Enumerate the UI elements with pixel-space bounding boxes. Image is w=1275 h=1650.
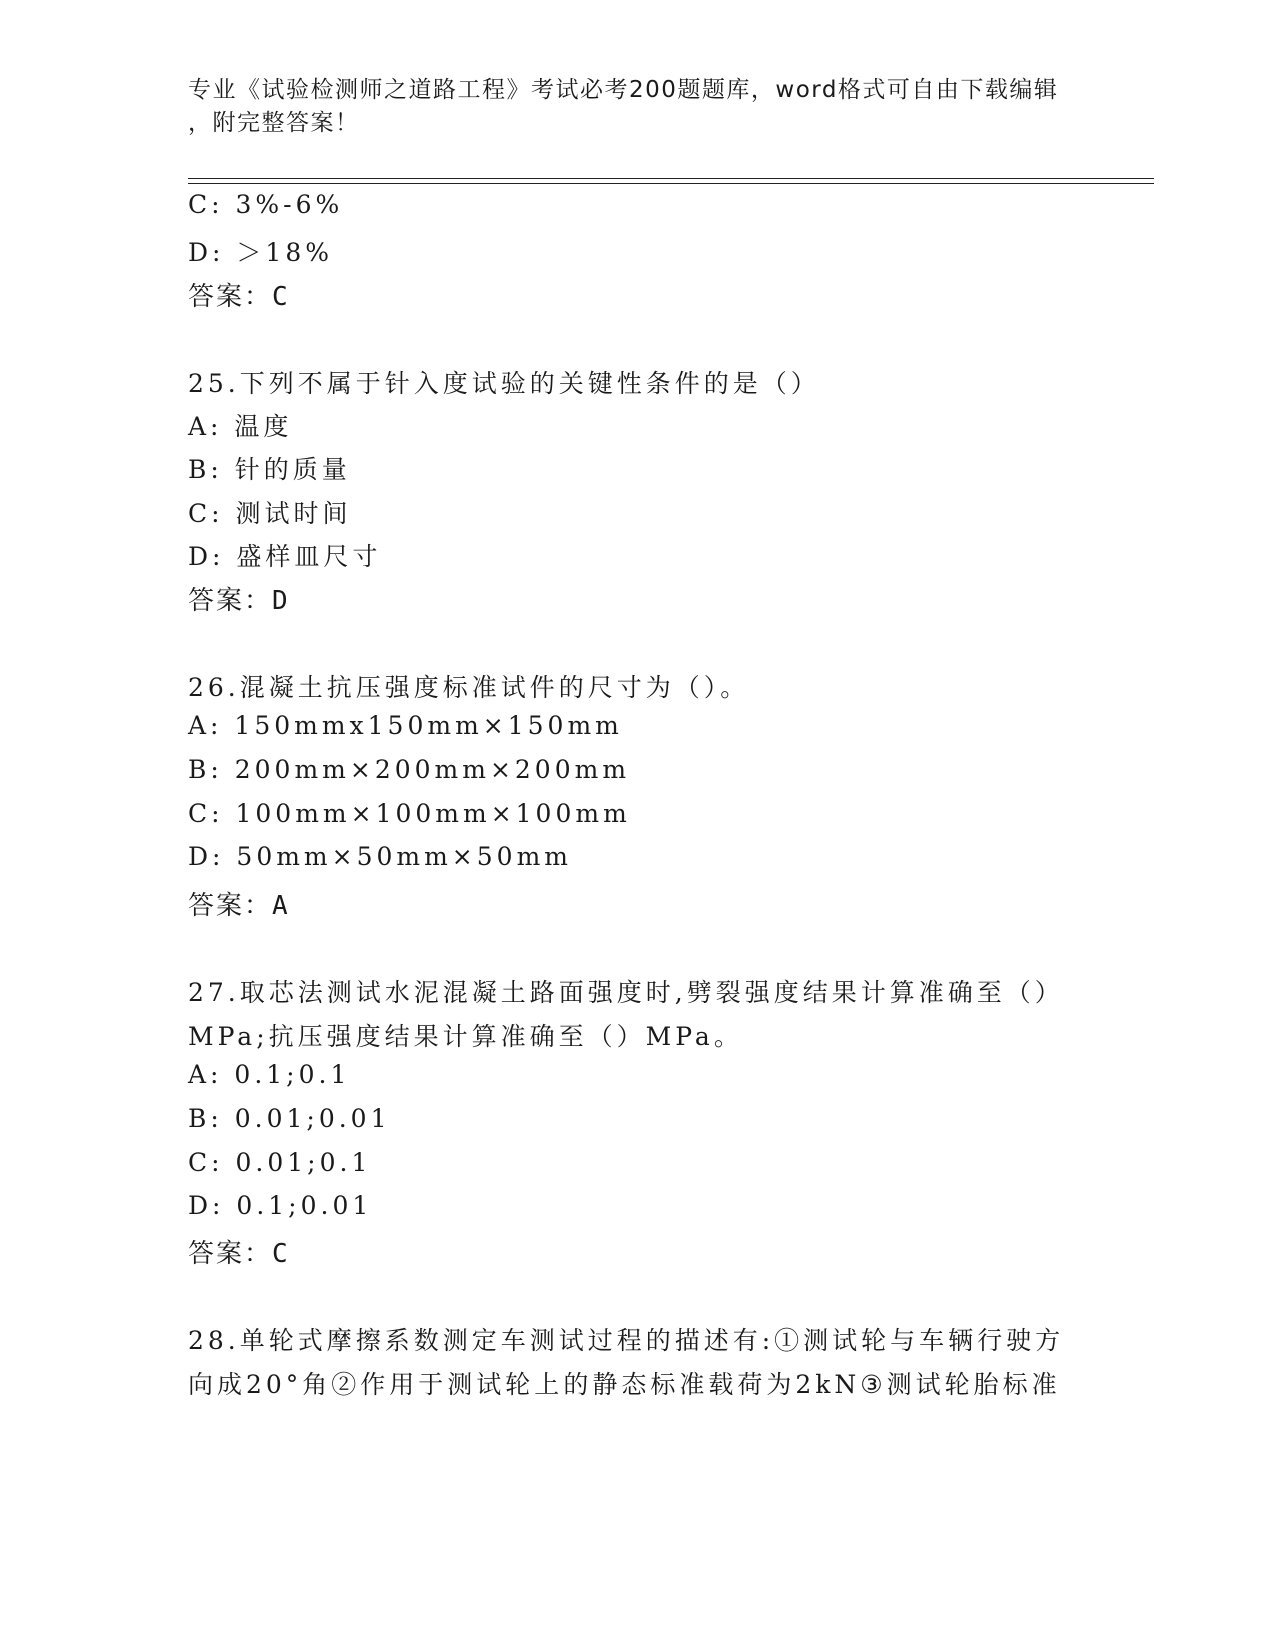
q27-option-b: B: 0.01;0.01	[188, 1104, 391, 1133]
q24-answer	[188, 276, 290, 313]
q24-option-c: C: 3%-6%	[188, 190, 344, 219]
q27-answer	[188, 1233, 290, 1270]
q25-stem: 25.下列不属于针入度试验的关键性条件的是（）	[188, 369, 820, 398]
q26-stem: 26.混凝土抗压强度标准试件的尺寸为（）。	[188, 673, 750, 702]
header-divider-top	[188, 178, 1154, 179]
q26-option-a: A: 150mmx150mm×150mm	[188, 711, 623, 740]
q27-stem-line2: MPa;抗压强度结果计算准确至（）MPa。	[188, 1022, 743, 1051]
q27-option-c: C: 0.01;0.1	[188, 1148, 372, 1177]
q25-option-c: C: 测试时间	[188, 499, 352, 528]
header-title-line1: 专业《试验检测师之道路工程》考试必考200题题库，word格式可自由下载编辑	[188, 77, 1059, 103]
header-title-line2: ，附完整答案！	[188, 110, 360, 136]
answer-value: A	[272, 891, 290, 921]
answer-label: 答案：	[188, 586, 273, 616]
q26-option-b: B: 200mm×200mm×200mm	[188, 755, 631, 784]
q25-option-a: A: 温度	[188, 412, 293, 441]
q25-option-b: B: 针的质量	[188, 455, 351, 484]
answer-label: 答案：	[188, 1239, 273, 1269]
q25-option-d: D: 盛样皿尺寸	[188, 542, 382, 571]
q27-option-a: A: 0.1;0.1	[188, 1060, 351, 1089]
q25-answer	[188, 580, 290, 617]
q27-option-d: D: 0.1;0.01	[188, 1191, 373, 1220]
answer-value: D	[272, 586, 290, 616]
q28-stem-line1: 28.单轮式摩擦系数测定车测试过程的描述有:①测试轮与车辆行驶方	[188, 1326, 1065, 1355]
q26-answer	[188, 885, 290, 922]
answer-value: C	[272, 282, 290, 312]
header-divider-bottom	[188, 183, 1154, 184]
q26-option-d: D: 50mm×50mm×50mm	[188, 842, 572, 871]
answer-value: C	[272, 1239, 290, 1269]
answer-label: 答案：	[188, 891, 273, 921]
document-header	[188, 74, 1068, 140]
answer-label: 答案：	[188, 282, 273, 312]
q28-stem-line2: 向成20°角②作用于测试轮上的静态标准载荷为2kN③测试轮胎标准	[188, 1370, 1061, 1399]
q27-stem-line1: 27.取芯法测试水泥混凝土路面强度时,劈裂强度结果计算准确至（）	[188, 978, 1064, 1007]
q26-option-c: C: 100mm×100mm×100mm	[188, 799, 631, 828]
q24-option-d: D: ＞18%	[188, 238, 333, 267]
